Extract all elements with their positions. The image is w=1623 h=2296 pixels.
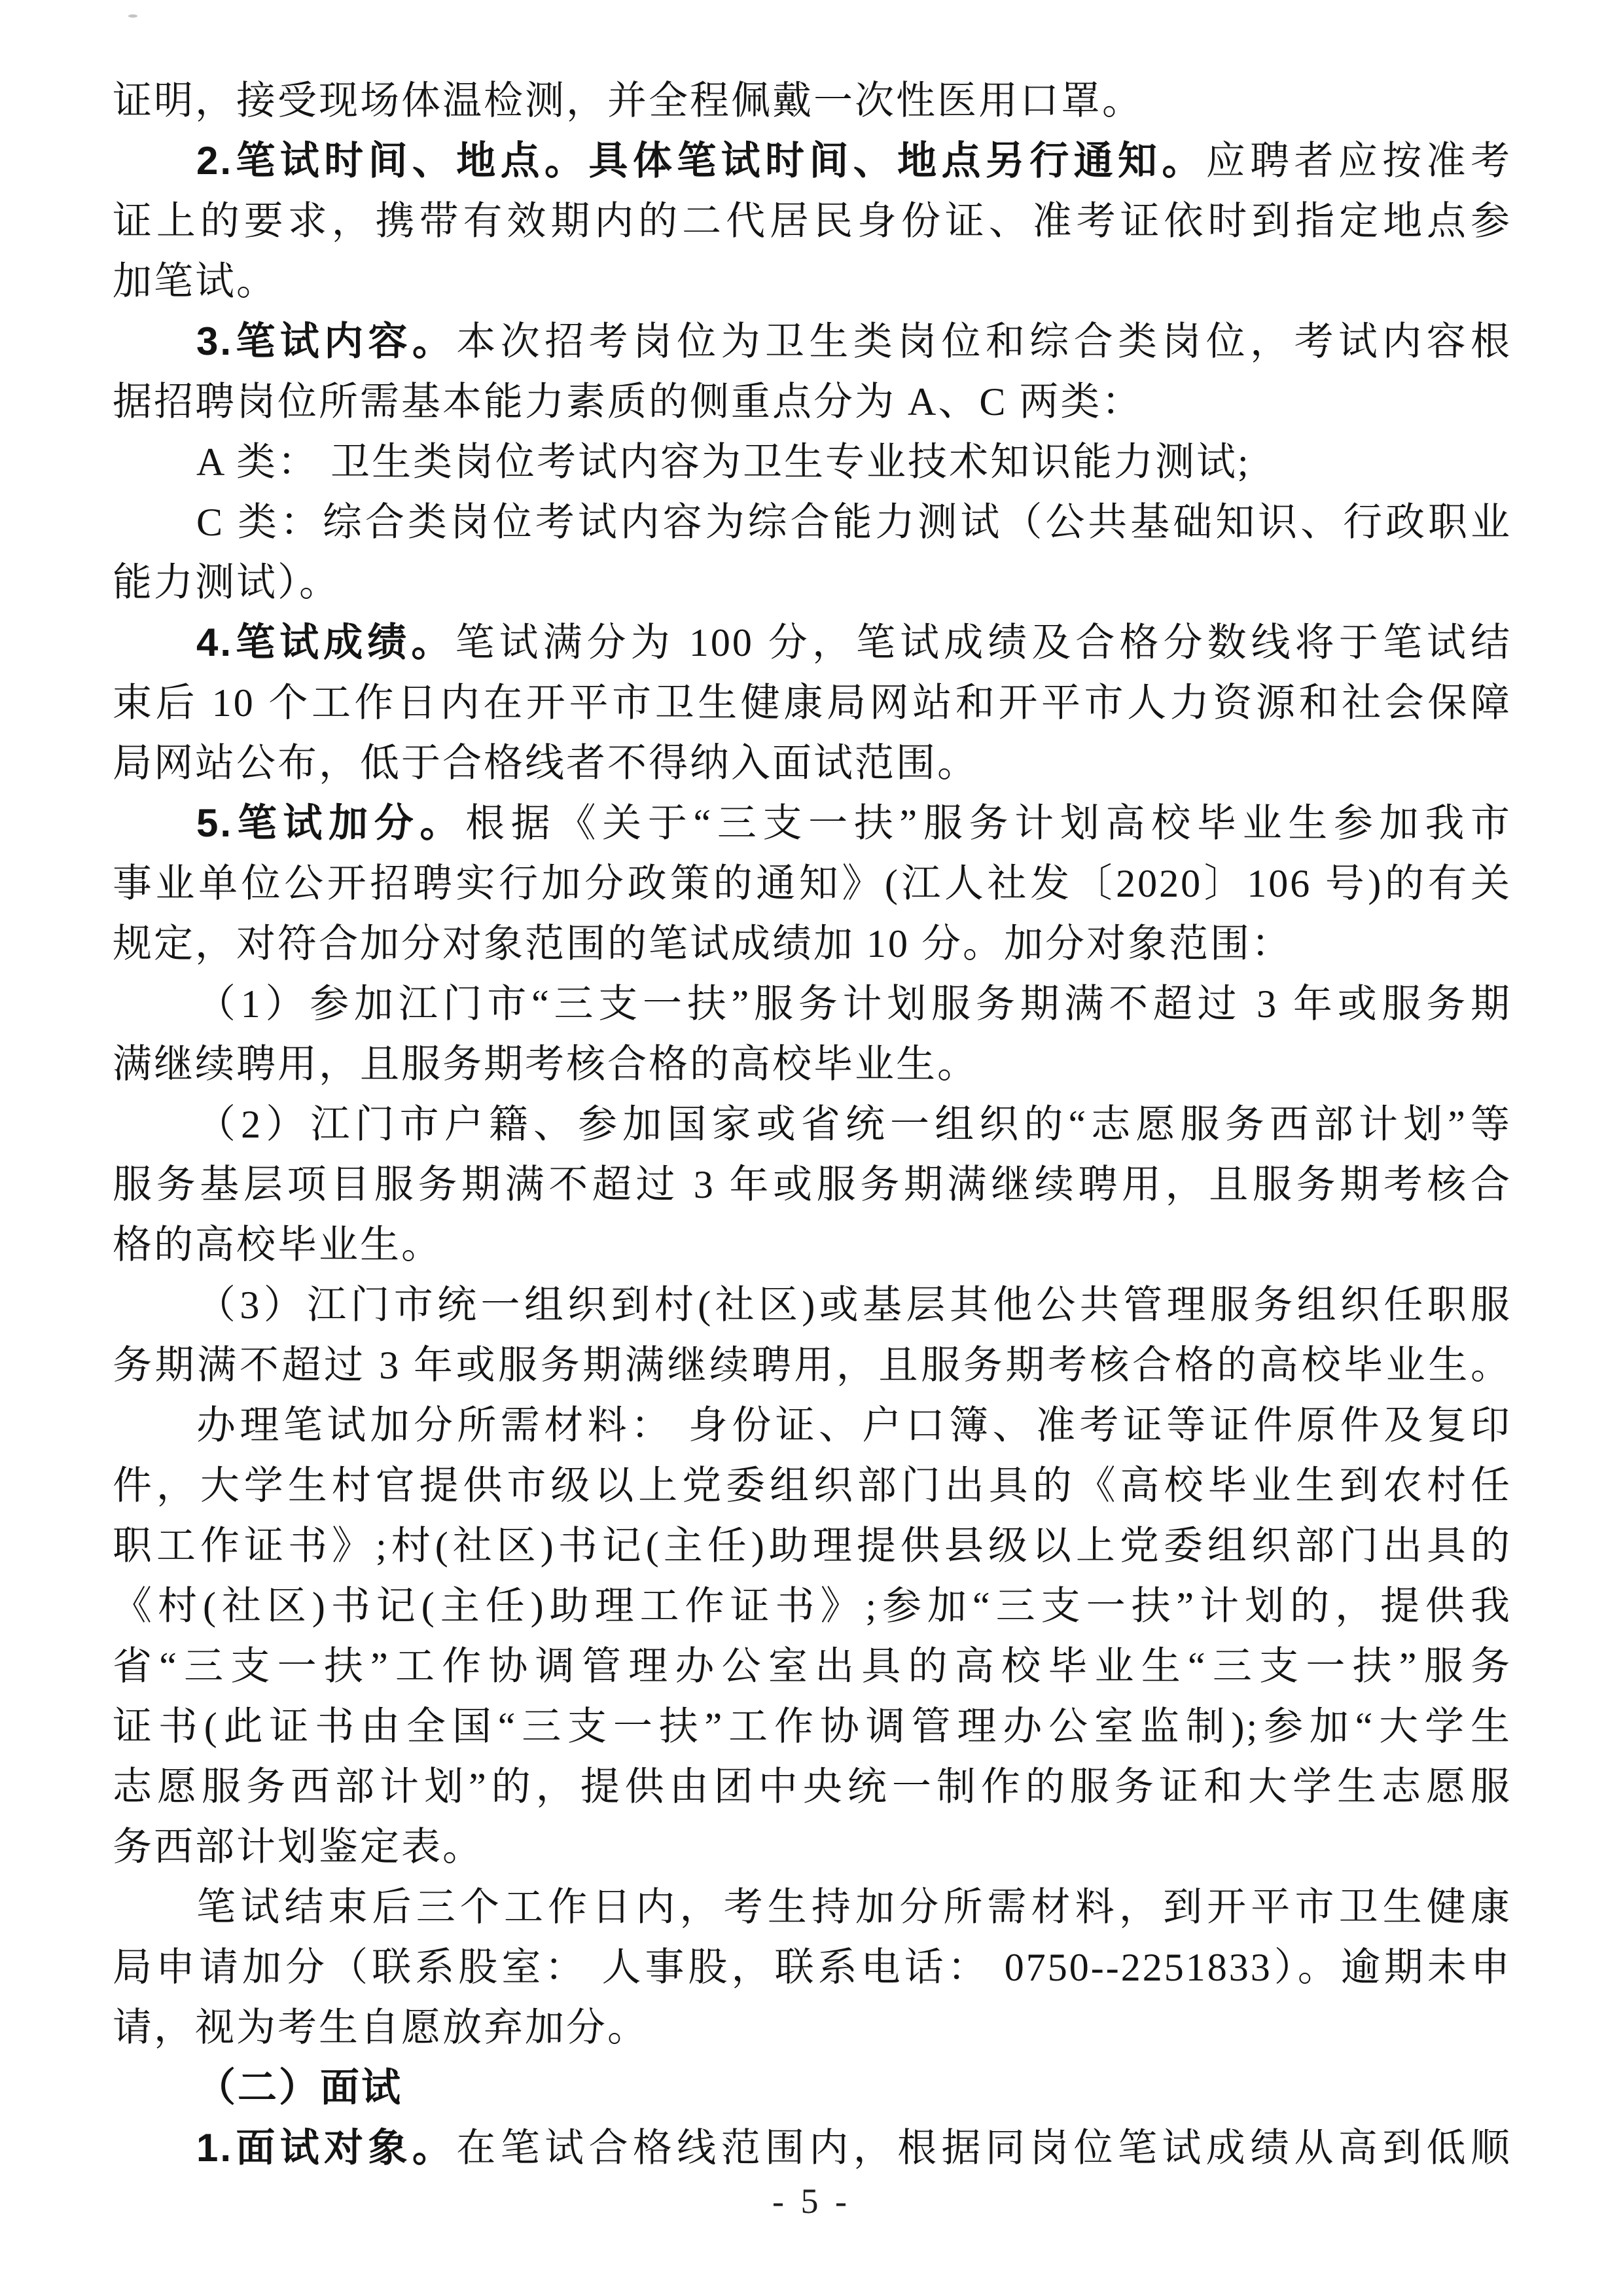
heading-run: 3.笔试内容。 bbox=[196, 319, 457, 363]
text-run: 志愿服务西部计划”的，提供由团中央统一制作的服务证和大学生志愿服 bbox=[113, 1765, 1512, 1808]
text-run: C 类：综合类岗位考试内容为综合能力测试（公共基础知识、行政职业 bbox=[196, 501, 1512, 544]
heading-run: 5.笔试加分。 bbox=[196, 801, 466, 845]
text-line bbox=[113, 1576, 1512, 1636]
text-line bbox=[113, 793, 1512, 853]
body-text bbox=[113, 71, 1512, 2178]
text-line bbox=[113, 1696, 1512, 1757]
text-run: 束后 10 个工作日内在开平市卫生健康局网站和开平市人力资源和社会保障 bbox=[113, 681, 1512, 725]
text-run: 格的高校毕业生。 bbox=[113, 1223, 442, 1266]
text-run: 职工作证书》;村(社区)书记(主任)助理提供县级以上党委组织部门出具的 bbox=[113, 1524, 1512, 1568]
text-run: 本次招考岗位为卫生类岗位和综合类岗位，考试内容根 bbox=[456, 320, 1512, 363]
text-line bbox=[113, 2118, 1512, 2178]
text-run: 证书(此证书由全国“三支一扶”工作协调管理办公室监制);参加“大学生 bbox=[113, 1705, 1512, 1748]
text-line bbox=[113, 1877, 1512, 1937]
text-run: 加笔试。 bbox=[113, 260, 277, 303]
text-line bbox=[113, 1335, 1512, 1395]
text-run: 能力测试）。 bbox=[113, 561, 340, 604]
text-line bbox=[113, 372, 1512, 432]
text-run: 在笔试合格线范围内，根据同岗位笔试成绩从高到低顺 bbox=[456, 2126, 1512, 2170]
text-line bbox=[113, 1395, 1512, 1456]
text-run: 笔试满分为 100 分，笔试成绩及合格分数线将于笔试结 bbox=[455, 621, 1512, 664]
text-line bbox=[113, 312, 1512, 372]
text-line bbox=[113, 552, 1512, 613]
text-line bbox=[113, 1516, 1512, 1576]
heading-run: （二）面试 bbox=[196, 2066, 402, 2109]
text-line bbox=[113, 1817, 1512, 1877]
text-line bbox=[113, 1757, 1512, 1817]
text-run: 局申请加分（联系股室： 人事股，联系电话： 0750--2251833）。逾期未申 bbox=[113, 1946, 1512, 1989]
scan-speck-artifact bbox=[128, 14, 137, 18]
text-run: 笔试结束后三个工作日内，考生持加分所需材料，到开平市卫生健康 bbox=[196, 1886, 1512, 1929]
text-run: 证上的要求，携带有效期内的二代居民身份证、准考证依时到指定地点参 bbox=[113, 200, 1512, 243]
text-run: （1）参加江门市“三支一扶”服务计划服务期满不超过 3 年或服务期 bbox=[196, 982, 1512, 1026]
text-line bbox=[113, 432, 1512, 492]
text-line bbox=[113, 131, 1512, 191]
text-run: 服务基层项目服务期满不超过 3 年或服务期满继续聘用，且服务期考核合 bbox=[113, 1163, 1512, 1206]
text-run: （2）江门市户籍、参加国家或省统一组织的“志愿服务西部计划”等 bbox=[196, 1103, 1512, 1146]
text-line bbox=[113, 613, 1512, 673]
text-line bbox=[113, 251, 1512, 312]
heading-run: 2.笔试时间、地点。具体笔试时间、地点另行通知。 bbox=[196, 139, 1206, 183]
text-run: 务西部计划鉴定表。 bbox=[113, 1825, 484, 1869]
text-run: 据招聘岗位所需基本能力素质的侧重点分为 A、C 两类： bbox=[113, 380, 1143, 423]
text-run: 证明，接受现场体温检测，并全程佩戴一次性医用口罩。 bbox=[113, 79, 1143, 122]
text-run: （3）江门市统一组织到村(社区)或基层其他公共管理服务组织任职服 bbox=[196, 1283, 1512, 1327]
text-line bbox=[113, 1937, 1512, 1998]
text-run: A 类： 卫生类岗位考试内容为卫生专业技术知识能力测试; bbox=[196, 440, 1251, 484]
text-run: 根据《关于“三支一扶”服务计划高校毕业生参加我市 bbox=[465, 802, 1512, 845]
text-run: 件，大学生村官提供市级以上党委组织部门出具的《高校毕业生到农村任 bbox=[113, 1464, 1512, 1507]
text-line bbox=[113, 914, 1512, 974]
text-line bbox=[113, 492, 1512, 552]
text-line bbox=[113, 974, 1512, 1034]
text-line bbox=[113, 1275, 1512, 1335]
text-line bbox=[113, 853, 1512, 914]
text-line bbox=[113, 2058, 1512, 2118]
text-line bbox=[113, 1094, 1512, 1155]
text-run: 满继续聘用，且服务期考核合格的高校毕业生。 bbox=[113, 1043, 978, 1086]
text-line bbox=[113, 191, 1512, 251]
text-line bbox=[113, 71, 1512, 131]
heading-run: 4.笔试成绩。 bbox=[196, 620, 455, 664]
text-line bbox=[113, 1034, 1512, 1094]
text-line bbox=[113, 1456, 1512, 1516]
text-line bbox=[113, 673, 1512, 733]
text-run: 省“三支一扶”工作协调管理办公室出具的高校毕业生“三支一扶”服务 bbox=[113, 1645, 1512, 1688]
text-run: 《村(社区)书记(主任)助理工作证书》;参加“三支一扶”计划的，提供我 bbox=[113, 1585, 1512, 1628]
text-line bbox=[113, 733, 1512, 793]
text-line bbox=[113, 1155, 1512, 1215]
text-line bbox=[113, 1998, 1512, 2058]
page-number: - 5 - bbox=[772, 2181, 851, 2221]
text-run: 规定，对符合加分对象范围的笔试成绩加 10 分。加分对象范围： bbox=[113, 922, 1293, 965]
text-run: 务期满不超过 3 年或服务期满继续聘用，且服务期考核合格的高校毕业生。 bbox=[113, 1344, 1512, 1387]
text-run: 事业单位公开招聘实行加分政策的通知》(江人社发〔2020〕106 号)的有关 bbox=[113, 862, 1512, 905]
text-run: 应聘者应按准考 bbox=[1205, 139, 1512, 183]
text-run: 请，视为考生自愿放弃加分。 bbox=[113, 2006, 649, 2049]
heading-run: 1.面试对象。 bbox=[196, 2126, 457, 2170]
text-run: 办理笔试加分所需材料： 身份证、户口簿、准考证等证件原件及复印 bbox=[196, 1404, 1512, 1447]
text-line bbox=[113, 1636, 1512, 1696]
text-line bbox=[113, 1215, 1512, 1275]
text-run: 局网站公布，低于合格线者不得纳入面试范围。 bbox=[113, 742, 978, 785]
